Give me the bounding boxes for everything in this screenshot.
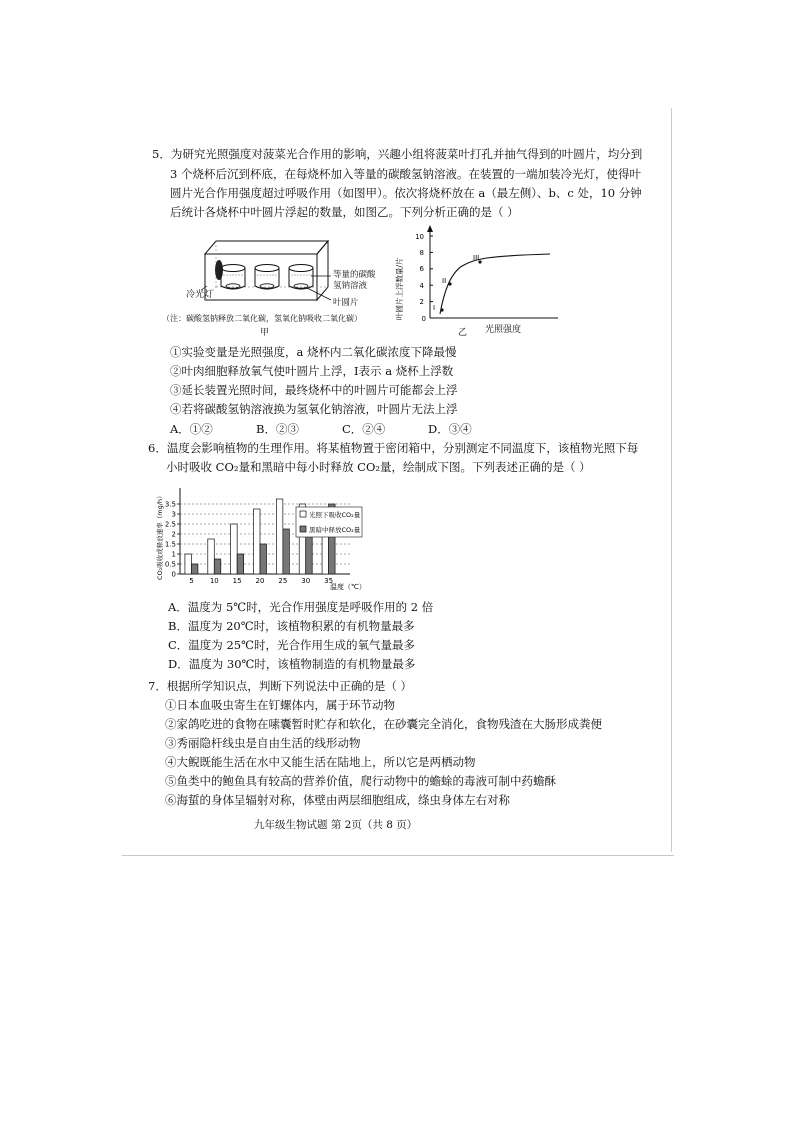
point-ii-label: II	[442, 277, 447, 285]
page-footer: 九年级生物试题 第 2页（共 8 页）	[254, 819, 418, 831]
legend-swatch-dark	[300, 526, 306, 532]
chart-x-tick-label: 30	[301, 577, 311, 585]
q5-statement-3: ③延长装置光照时间，最终烧杯中的叶圆片可能都会上浮	[170, 383, 458, 397]
q6-option-b[interactable]: B．温度为 20℃时，该植物积累的有机物量最多	[168, 619, 415, 633]
chart-xlabel: 温度（℃）	[330, 583, 366, 591]
chart-y-tick-label: 0.5	[164, 560, 176, 569]
figure-yi-xlabel: 光照强度	[485, 325, 522, 335]
figure-yi-ylabel: 叶圆片上浮数量/片	[395, 257, 404, 320]
chart-x-tick-label: 15	[232, 577, 242, 585]
chart-x-tick-label: 35	[324, 577, 334, 585]
q7-stem: 7．根据所学知识点，判断下列说法中正确的是（ ）	[148, 679, 412, 693]
q5-statement-4: ④若将碳酸氢钠溶液换为氢氧化钠溶液，叶圆片无法上浮	[170, 402, 458, 416]
q5-statement-1: ①实验变量是光照强度，a 烧杯内二氧化碳浓度下降最慢	[170, 345, 457, 359]
chart-y-tick-label: 2.5	[164, 520, 176, 529]
solution-label-1: 等量的碳酸	[333, 270, 376, 280]
solution-label-2: 氢钠溶液	[333, 281, 368, 291]
y-tick-10: 10	[415, 233, 424, 241]
q5-option-b[interactable]: B．②③	[256, 422, 299, 436]
q6-option-a[interactable]: A．温度为 5℃时，光合作用强度是呼吸作用的 2 倍	[168, 600, 434, 614]
q5-stem-line-1: 5．为研究光照强度对菠菜光合作用的影响，兴趣小组将菠菜叶打孔并抽气得到的叶圆片，均分到	[152, 147, 643, 161]
bar-dark-release-20	[260, 544, 267, 574]
q6-option-c[interactable]: C．温度为 25℃时，光合作用生成的氧气量最多	[168, 638, 415, 652]
chart-x-tick-label: 20	[255, 577, 265, 585]
bar-light-absorb-5	[185, 554, 192, 574]
bar-light-absorb-20	[254, 509, 261, 574]
page-edge-bottom	[122, 855, 674, 856]
q7-statement-1: ①日本血吸虫寄生在钉螺体内，属于环节动物	[165, 698, 395, 712]
growth-curve	[440, 254, 550, 314]
bar-dark-release-15	[237, 554, 244, 574]
q5-stem-line-3: 圆片光合作用强度超过呼吸作用（如图甲）。依次将烧杯放在 a（最左侧）、b、c 处，10 分钟	[170, 186, 642, 200]
q5-statement-2: ②叶肉细胞释放氧气使叶圆片上浮，I表示 a 烧杯上浮数	[170, 364, 454, 378]
q7-statement-3: ③秀丽隐杆线虫是自由生活的线形动物	[165, 736, 361, 750]
y-tick-8: 8	[419, 249, 424, 257]
chart-ylabel: CO₂吸收或释放速率（mg/h）	[156, 492, 164, 580]
bar-light-absorb-25	[276, 499, 283, 574]
point-i	[440, 308, 443, 311]
q5-option-c[interactable]: C．②④	[342, 422, 386, 436]
q6-bar-chart	[150, 482, 390, 594]
beaker-icon-c	[289, 265, 313, 290]
legend-label-dark: 黑暗中释放CO₂量	[309, 526, 361, 534]
page-edge-right	[671, 108, 672, 852]
chart-y-tick-label: 2	[171, 530, 176, 539]
lamp-label: 冷光灯	[186, 290, 214, 300]
point-iii-label: III	[473, 254, 480, 262]
y-tick-6: 6	[419, 265, 424, 273]
q5-options	[170, 421, 472, 437]
chart-y-tick-label: 3	[171, 510, 176, 519]
y-tick-4: 4	[419, 282, 424, 290]
q7-statement-6: ⑥海蜇的身体呈辐射对称，体壁由两层细胞组成，绦虫身体左右对称	[165, 793, 510, 807]
q6-option-d[interactable]: D．温度为 30℃时，该植物制造的有机物量最多	[168, 657, 416, 671]
figure-jia-note: （注：碳酸氢钠释放二氧化碳，氢氧化钠吸收二氧化碳）	[162, 314, 362, 323]
y-tick-0: 0	[421, 315, 426, 323]
chart-x-tick-label: 10	[209, 577, 219, 585]
q5-stem-line-2: 3 个烧杯后沉到杯底，在每烧杯加入等量的碳酸氢钠溶液。在装置的一端加装冷光灯，使得叶	[170, 167, 641, 181]
bar-dark-release-5	[191, 564, 198, 574]
q6-stem-line-1: 6．温度会影响植物的生理作用。将某植物置于密闭箱中，分别测定不同温度下，该植物光照下每	[148, 441, 639, 455]
y-tick-2: 2	[419, 298, 424, 306]
chart-y-tick-label: 1.5	[164, 540, 176, 549]
legend-swatch-light	[300, 511, 306, 517]
beaker-icon-b	[255, 265, 279, 290]
figure-yi-curve	[390, 222, 560, 330]
q7-statement-2: ②家鸽吃进的食物在嗉囊暂时贮存和软化，在砂囊完全消化，食物残渣在大肠形成粪便	[165, 717, 602, 731]
q5-option-a[interactable]: A．①②	[170, 422, 213, 436]
bar-dark-release-10	[214, 559, 221, 574]
q7-statement-4: ④大鲵既能生活在水中又能生活在陆地上，所以它是两栖动物	[165, 755, 476, 769]
q7-statement-5: ⑤鱼类中的鲍鱼具有较高的营养价值，爬行动物中的蟾蜍的毒液可制中药蟾酥	[165, 774, 556, 788]
point-i-label: I	[433, 304, 436, 312]
legend-label-light: 光照下吸收CO₂量	[309, 511, 361, 519]
chart-y-tick-label: 3.5	[164, 500, 176, 509]
chart-x-tick-label: 25	[278, 577, 288, 585]
figure-yi-caption: 乙	[458, 328, 468, 338]
chart-y-tick-label: 1	[171, 550, 176, 559]
chart-y-tick-label: 0	[171, 570, 176, 579]
bar-light-absorb-10	[208, 539, 215, 574]
figure-jia-caption: 甲	[260, 328, 270, 338]
bar-dark-release-25	[283, 529, 290, 574]
lamp-icon	[215, 260, 223, 280]
point-ii	[448, 282, 451, 285]
q5-stem-line-4: 后统计各烧杯中叶圆片浮起的数量，如图乙。下列分析正确的是（ ）	[170, 205, 519, 219]
q6-stem-line-2: 小时吸收 CO₂量和黑暗中每小时释放 CO₂量，绘制成下图。下列表述正确的是（ ）	[166, 460, 591, 474]
bar-light-absorb-15	[231, 524, 238, 574]
beaker-icon-a	[221, 265, 245, 290]
chart-x-tick-label: 5	[189, 577, 194, 585]
q5-option-d[interactable]: D．③④	[428, 422, 472, 436]
leaf-disc-label: 叶圆片	[333, 298, 359, 308]
chart-legend	[296, 507, 362, 537]
